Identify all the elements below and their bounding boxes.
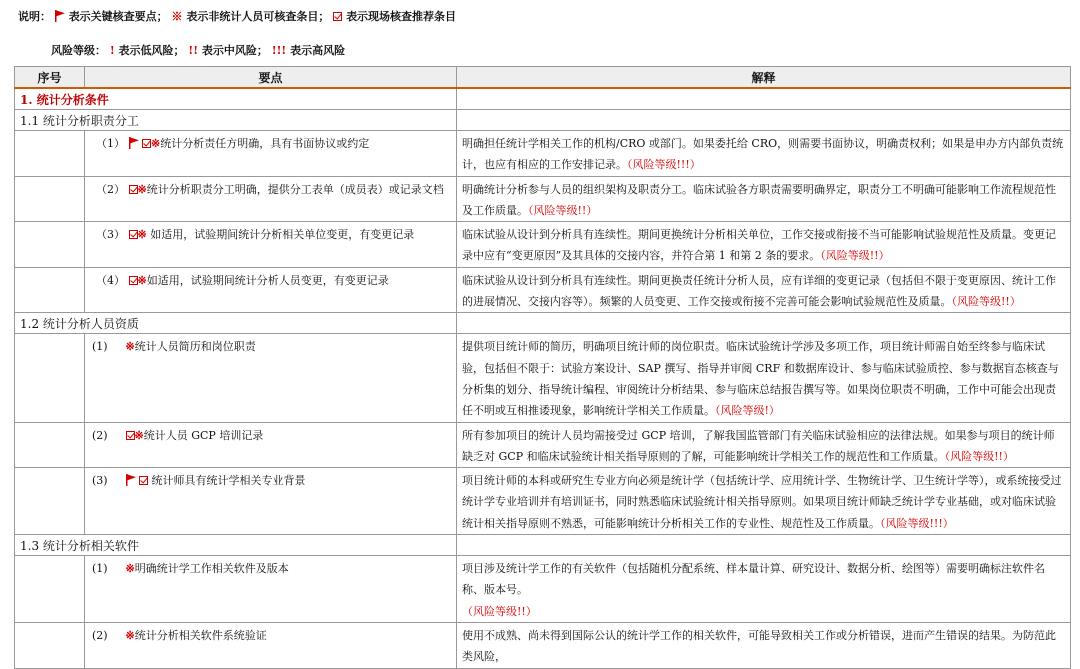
- explanation-cell: [457, 468, 1071, 535]
- risk-level: （风险等级!!）: [820, 249, 890, 263]
- subsection-row: [15, 313, 1071, 334]
- explanation-cell: [457, 422, 1071, 468]
- checkbox-icon: [139, 476, 148, 485]
- point-text: 统计师具有统计学相关专业背景: [148, 474, 306, 488]
- explanation-text: 临床试验从设计到分析具有连续性。期间更换统计分析相关单位，工作交接或衔接不当可能影响试验规范性及质量。变更记录中应有“变更原因”及其具体的交接内容，并符合第 1 和第 2 条的要求。: [462, 228, 1056, 263]
- asterisk-icon: ※: [125, 628, 135, 642]
- risk-level: （风险等级!!）: [462, 604, 537, 618]
- asterisk-icon: ※: [137, 228, 147, 242]
- checkbox-icon: [129, 276, 138, 285]
- table-row: [15, 622, 1071, 668]
- point-text: 如适用，试验期间统计分析人员变更，有变更记录: [146, 273, 389, 287]
- risk-high-mark: !!!: [271, 44, 287, 57]
- legend-key-point: 表示关键核查要点；: [68, 10, 168, 23]
- point-cell: [85, 267, 457, 313]
- legend-risk-prefix: 风险等级：: [51, 44, 106, 57]
- risk-low-text: 表示低风险；: [118, 44, 185, 57]
- row-number: (2): [92, 428, 108, 442]
- asterisk-icon: ※: [171, 10, 183, 23]
- point-cell: [85, 131, 457, 177]
- point-text: 明确统计学工作相关软件及版本: [134, 562, 289, 576]
- table-header-row: [15, 67, 1071, 89]
- explanation-text: 临床试验从设计到分析具有连续性。期间更换责任统计分析人员，应有详细的变更记录（包括但不限于变更原因、统计工作的进展情况、交接内容等）。频繁的人员变更、工作交接或衔接不完善可能会影响试验规范性及质量。: [462, 273, 1056, 309]
- row-number: （3）: [96, 228, 125, 242]
- risk-level: （风险等级!!!）: [627, 158, 701, 172]
- table-row: [15, 334, 1071, 422]
- table-row: [15, 176, 1071, 222]
- explanation-cell: [457, 622, 1071, 668]
- header-seq: 序号: [15, 67, 85, 89]
- point-cell: [85, 222, 457, 268]
- section-row: [15, 88, 1071, 110]
- table-row: [15, 468, 1071, 535]
- subsection-row: [15, 535, 1071, 556]
- row-number: (3): [92, 474, 108, 488]
- row-number: (1): [92, 562, 108, 576]
- point-cell: [85, 622, 457, 668]
- risk-mid-text: 表示中风险；: [201, 44, 268, 57]
- point-text: 统计分析职责分工明确，提供分工表单（成员表）或记录文档: [146, 182, 444, 196]
- risk-mid-mark: !!: [188, 44, 199, 57]
- flag-icon: [55, 10, 65, 22]
- explanation-cell: [457, 334, 1071, 422]
- legend-line-1: [18, 8, 456, 24]
- flag-icon: [129, 137, 139, 149]
- risk-high-text: 表示高风险: [290, 44, 346, 57]
- explanation-text: 明确担任统计学相关工作的机构/CRO 或部门。如果委托给 CRO，则需要书面协议，明确责权利；如果是申办方内部负责统计，也应有相应的工作安排记录。: [462, 137, 1064, 172]
- point-cell: [85, 334, 457, 422]
- explanation-cell: [457, 176, 1071, 222]
- explanation-text: 使用不成熟、尚未得到国际公认的统计学工作的相关软件，可能导致相关工作或分析错误，进而产生错误的结果。为防范此类风险，: [462, 628, 1056, 664]
- risk-level: （风险等级!!）: [944, 449, 1014, 463]
- explanation-cell: [457, 267, 1071, 313]
- point-text: 统计人员 GCP 培训记录: [143, 428, 264, 442]
- legend-onsite: 表示现场核查推荐条目: [346, 10, 457, 23]
- risk-level: （风险等级!!!）: [880, 516, 954, 530]
- subsection-row: [15, 110, 1071, 131]
- asterisk-icon: ※: [151, 137, 161, 150]
- asterisk-icon: ※: [125, 340, 135, 354]
- legend-prefix: 说明：: [18, 10, 51, 23]
- risk-level: （风险等级!!）: [528, 203, 598, 217]
- flag-icon: [126, 474, 136, 486]
- subsection-title: 1.3 统计分析相关软件: [15, 535, 457, 556]
- point-text: 统计人员简历和岗位职责: [134, 340, 256, 354]
- subsection-title: 1.1 统计分析职责分工: [15, 110, 457, 131]
- explanation-text: 明确统计分析参与人员的组织架构及职责分工。临床试验各方职责需要明确界定，职责分工不明确可能影响工作流程规范性及工作质量。: [462, 182, 1056, 217]
- explanation-text: 所有参加项目的统计人员均需接受过 GCP 培训，了解我国监管部门有关临床试验相应的法律法规。如果参与项目的统计师缺乏对 GCP 和临床试验统计相关指导原则的了解，可能影响统计学相关工作的规范性和工作质量。: [462, 428, 1055, 463]
- explanation-cell: [457, 222, 1071, 268]
- legend-line-2: [51, 42, 345, 58]
- explanation-text: 提供项目统计师的简历，明确项目统计师的岗位职责。临床试验统计学涉及多项工作，项目统计师需自始至终参与临床试验，包括但不限于：试验方案设计、SAP 撰写、指导并审阅 CRF 和数据库设计、参与临床试验质控、参与数据盲态核查与分析集的划分、指导统计编程、审阅统计分析结果、参与临床总结报告撰写等。如果岗位职责不明确，工作中可能会出现责任不明或互相推诿现象，影响统计学相关工作质量。: [462, 340, 1059, 418]
- point-text: 如适用，试验期间统计分析相关单位变更，有变更记录: [146, 228, 415, 242]
- row-number: (2): [92, 628, 108, 642]
- asterisk-icon: ※: [137, 273, 147, 287]
- point-text: 统计分析相关软件系统验证: [134, 628, 267, 642]
- checkbox-icon: [142, 139, 151, 148]
- section-title: 1. 统计分析条件: [15, 88, 457, 110]
- subsection-title: 1.2 统计分析人员资质: [15, 313, 457, 334]
- point-cell: [85, 556, 457, 623]
- checkbox-icon: [333, 12, 342, 21]
- explanation-cell: [457, 131, 1071, 177]
- header-explanation: 解释: [457, 67, 1071, 89]
- asterisk-icon: ※: [125, 562, 135, 576]
- table-row: [15, 422, 1071, 468]
- point-cell: [85, 422, 457, 468]
- asterisk-icon: ※: [134, 428, 144, 442]
- point-cell: [85, 176, 457, 222]
- risk-level: （风险等级!）: [715, 404, 780, 418]
- explanation-text: 项目统计师的本科或研究生专业方向必须是统计学（包括统计学、应用统计学、生物统计学、卫生统计学等），或系统接受过统计学专业培训并有培训证书，同时熟悉临床试验统计相关指导原则。如果项目统计师缺乏统计学专业基础，或对临床试验统计相关指导原则不熟悉，可能影响统计分析相关工作的专业性、规范性及工作质量。: [462, 474, 1062, 530]
- risk-level: （风险等级!!）: [951, 295, 1021, 309]
- table-row: [15, 131, 1071, 177]
- checkbox-icon: [129, 185, 138, 194]
- table-row: [15, 556, 1071, 623]
- legend-non-stat: 表示非统计人员可核查条目；: [186, 10, 330, 23]
- risk-low-mark: !: [109, 44, 115, 57]
- point-text: 统计分析责任方明确，具有书面协议或约定: [160, 137, 370, 150]
- row-number: （1）: [96, 137, 125, 150]
- asterisk-icon: ※: [137, 182, 147, 196]
- table-row: [15, 222, 1071, 268]
- table-row: [15, 267, 1071, 313]
- checkbox-icon: [129, 230, 138, 239]
- checklist-table: [14, 66, 1071, 669]
- explanation-cell: [457, 556, 1071, 623]
- point-cell: [85, 468, 457, 535]
- header-point: 要点: [85, 67, 457, 89]
- checkbox-icon: [126, 431, 135, 440]
- row-number: （2）: [96, 182, 125, 196]
- row-number: (1): [92, 340, 108, 354]
- explanation-text: 项目涉及统计学工作的有关软件（包括随机分配系统、样本量计算、研究设计、数据分析、绘图等）需要明确标注软件名称、版本号。: [462, 562, 1045, 597]
- row-number: （4）: [96, 273, 125, 287]
